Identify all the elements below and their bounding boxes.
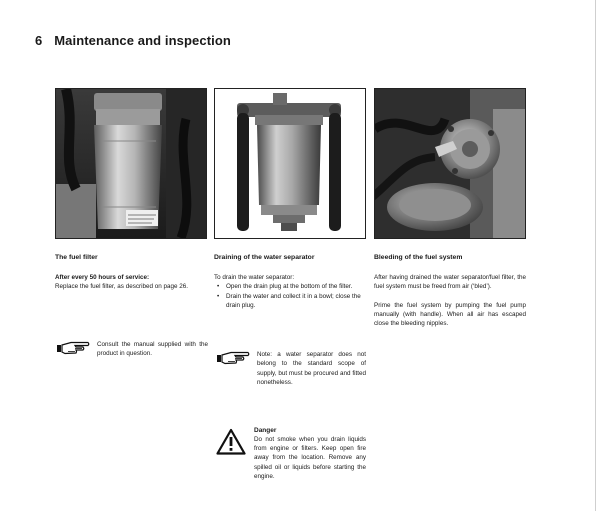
- note-callout: [56, 340, 208, 361]
- danger-heading: Danger: [254, 427, 277, 434]
- note-text: Note: a water separator does not belong to the standard scope of supply, but must be procured and fitted nonetheless.: [257, 351, 366, 386]
- fuel-filter-photo: [55, 88, 207, 239]
- water-separator-section: [214, 253, 366, 310]
- note-callout: [216, 350, 366, 387]
- section-body: Replace the fuel filter, as described on page 26.: [55, 283, 189, 291]
- section-paragraph: Prime the fuel system by pumping the fuel pump manually (with handle). When all air has escaped close the bleeding nipples.: [374, 301, 526, 328]
- bleeding-section: [374, 253, 526, 328]
- section-heading: Bleeding of the fuel system: [374, 254, 463, 261]
- water-separator-photo: [214, 88, 366, 239]
- service-interval-heading: After every 50 hours of service:: [55, 274, 150, 282]
- page-edge: [595, 0, 596, 511]
- section-heading: The fuel filter: [55, 254, 98, 261]
- list-item: • Open the drain plug at the bottom of the filter.: [226, 282, 366, 291]
- fuel-pump-photo: [374, 88, 526, 239]
- section-paragraph: After having drained the water separator/fuel filter, the fuel system must be freed from air (‘bled’).: [374, 274, 526, 291]
- section-intro: To drain the water separator:: [214, 274, 295, 282]
- section-heading: Draining of the water separator: [214, 254, 315, 261]
- page-title: Maintenance and inspection: [54, 33, 231, 48]
- warning-triangle-icon: [216, 428, 246, 481]
- section-number: 6: [35, 33, 43, 48]
- danger-text: Do not smoke when you drain liquids from engine or filters. Keep open fire away from the location. Remove any spilled oil or liquids before starting the engine.: [254, 436, 366, 480]
- step-list: [214, 282, 366, 310]
- pointing-hand-icon: [56, 340, 90, 361]
- note-text: Consult the manual supplied with the product in question.: [97, 341, 208, 358]
- danger-callout: [216, 426, 366, 481]
- list-item: • Drain the water and collect it in a bowl; close the drain plug.: [226, 292, 366, 310]
- page-header: [35, 33, 231, 48]
- fuel-filter-section: [55, 253, 207, 292]
- pointing-hand-icon: [216, 350, 250, 387]
